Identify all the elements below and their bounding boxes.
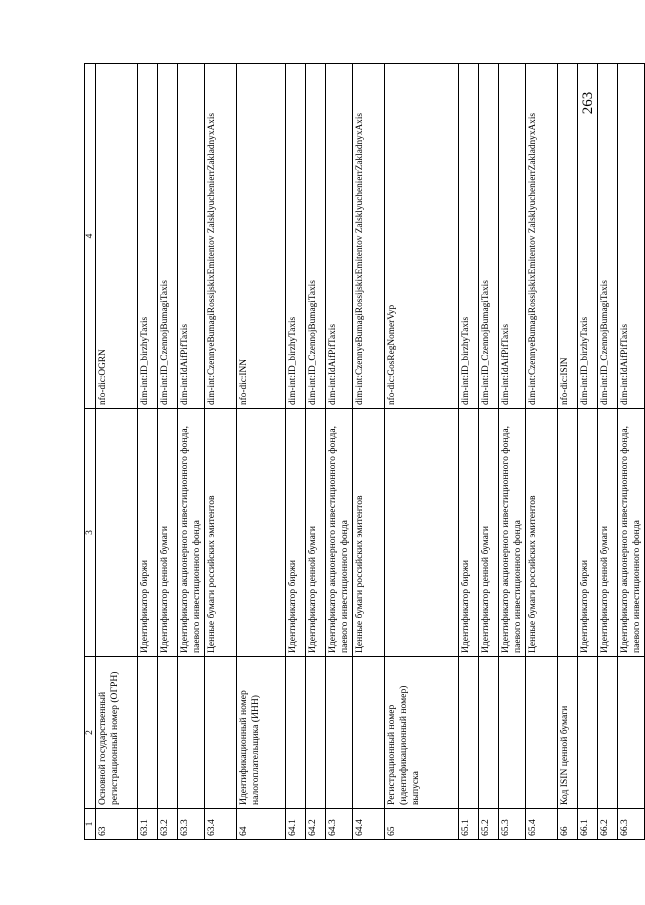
indicator-name-cell (459, 657, 479, 809)
code-cell: dim-int:ID_birzhyTaxis (578, 64, 598, 409)
code-cell: nfo-dic:ISIN (558, 64, 578, 409)
code-cell: dim-int:ID_birzhyTaxis (459, 64, 479, 409)
dimension-cell: Идентификатор акционерного инвестиционного фонда, паевого инвестиционного фонда (326, 409, 353, 657)
code-cell: dim-int:ID_CzennojBumagiTaxis (479, 64, 499, 409)
code-cell: nfo-dic:INN (237, 64, 286, 409)
table-row (558, 64, 578, 840)
code-cell: dim-int:ID_CzennojBumagiTaxis (306, 64, 326, 409)
indicator-name-cell: Регистрационный номер (идентификационный номер) выпуска (385, 657, 459, 809)
table-row (306, 64, 326, 840)
code-cell: dim-int:CzennyeBumagiRossijskixEmitentov ZalsklyuchenierrZakladnyxAxis (353, 64, 385, 409)
indicator-name-cell: Основной государственный регистрационный номер (ОГРН) (96, 657, 138, 809)
indicator-name-cell (138, 657, 158, 809)
header-row (85, 64, 96, 840)
row-number-cell: 66.3 (618, 809, 645, 840)
indicator-name-cell (286, 657, 306, 809)
row-number-cell: 65.4 (526, 809, 558, 840)
table-row (526, 64, 558, 840)
table-body (85, 64, 645, 840)
header-cell: 4 (85, 64, 96, 409)
row-number-cell: 63.2 (158, 809, 178, 840)
indicator-name-cell (158, 657, 178, 809)
dimension-cell: Ценные бумаги российских эмитентов (205, 409, 237, 657)
dimension-cell: Идентификатор акционерного инвестиционного фонда, паевого инвестиционного фонда (618, 409, 645, 657)
row-number-cell: 66.2 (598, 809, 618, 840)
table-row (353, 64, 385, 840)
indicator-name-cell (499, 657, 526, 809)
row-number-cell: 66 (558, 809, 578, 840)
dimension-cell: Идентификатор ценной бумаги (479, 409, 499, 657)
indicator-name-cell: Код ISIN ценной бумаги (558, 657, 578, 809)
code-cell: dim-int:ID_CzennojBumagiTaxis (598, 64, 618, 409)
indicator-name-cell (353, 657, 385, 809)
row-number-cell: 64.4 (353, 809, 385, 840)
header-cell: 2 (85, 657, 96, 809)
indicator-name-cell (598, 657, 618, 809)
header-cell: 1 (85, 809, 96, 840)
table-row (618, 64, 645, 840)
dimension-cell: Идентификатор биржи (286, 409, 306, 657)
code-cell: dim-int:CzennyeBumagiRossijskixEmitentov ZalsklyuchenierrZakladnyxAxis (205, 64, 237, 409)
table-row (459, 64, 479, 840)
dimension-cell: Идентификатор акционерного инвестиционного фонда, паевого инвестиционного фонда (178, 409, 205, 657)
table-row (138, 64, 158, 840)
code-cell: dim-int:IdAifPifTaxis (178, 64, 205, 409)
dimension-cell (237, 409, 286, 657)
dimension-cell: Ценные бумаги российских эмитентов (526, 409, 558, 657)
dimension-cell: Идентификатор ценной бумаги (306, 409, 326, 657)
dimension-cell (385, 409, 459, 657)
header-cell: 3 (85, 409, 96, 657)
indicator-name-cell (479, 657, 499, 809)
code-cell: dim-int:IdAifPifTaxis (618, 64, 645, 409)
row-number-cell: 63 (96, 809, 138, 840)
row-number-cell: 64 (237, 809, 286, 840)
indicator-name-cell: Идентификационный номер налогоплательщика (ИНН) (237, 657, 286, 809)
table-row (385, 64, 459, 840)
dimension-cell: Идентификатор ценной бумаги (158, 409, 178, 657)
code-cell: dim-int:ID_birzhyTaxis (138, 64, 158, 409)
row-number-cell: 65.1 (459, 809, 479, 840)
code-cell: dim-int:IdAifPifTaxis (499, 64, 526, 409)
dimension-cell: Идентификатор биржи (138, 409, 158, 657)
indicator-name-cell (326, 657, 353, 809)
dimension-cell: Ценные бумаги российских эмитентов (353, 409, 385, 657)
table-row (578, 64, 598, 840)
code-cell: dim-int:ID_birzhyTaxis (286, 64, 306, 409)
table-row (178, 64, 205, 840)
indicator-name-cell (526, 657, 558, 809)
table-row (286, 64, 306, 840)
table-row (499, 64, 526, 840)
page-number: 263 (580, 91, 596, 115)
dimension-cell: Идентификатор акционерного инвестиционного фонда, паевого инвестиционного фонда (499, 409, 526, 657)
dimension-cell: Идентификатор биржи (578, 409, 598, 657)
table-row (96, 64, 138, 840)
row-number-cell: 64.1 (286, 809, 306, 840)
table-row (479, 64, 499, 840)
dimension-cell (558, 409, 578, 657)
code-cell: dim-int:IdAifPifTaxis (326, 64, 353, 409)
row-number-cell: 63.4 (205, 809, 237, 840)
indicator-name-cell (306, 657, 326, 809)
row-number-cell: 65.3 (499, 809, 526, 840)
indicator-name-cell (178, 657, 205, 809)
row-number-cell: 65.2 (479, 809, 499, 840)
dimension-cell: Идентификатор биржи (459, 409, 479, 657)
row-number-cell: 64.2 (306, 809, 326, 840)
table-row (598, 64, 618, 840)
code-cell: nfo-dic:GosRegNomerVyp (385, 64, 459, 409)
row-number-cell: 64.3 (326, 809, 353, 840)
dimension-cell (96, 409, 138, 657)
row-number-cell: 65 (385, 809, 459, 840)
row-number-cell: 66.1 (578, 809, 598, 840)
code-cell: dim-int:ID_CzennojBumagiTaxis (158, 64, 178, 409)
row-number-cell: 63.3 (178, 809, 205, 840)
table-row (205, 64, 237, 840)
table-row (158, 64, 178, 840)
row-number-cell: 63.1 (138, 809, 158, 840)
dimension-cell: Идентификатор ценной бумаги (598, 409, 618, 657)
taxonomy-table (84, 63, 645, 840)
indicator-name-cell (618, 657, 645, 809)
indicator-name-cell (578, 657, 598, 809)
table-row (326, 64, 353, 840)
indicator-name-cell (205, 657, 237, 809)
code-cell: dim-int:CzennyeBumagiRossijskixEmitentov ZalsklyuchenierrZakladnyxAxis (526, 64, 558, 409)
code-cell: nfo-dic:OGRN (96, 64, 138, 409)
table-row (237, 64, 286, 840)
